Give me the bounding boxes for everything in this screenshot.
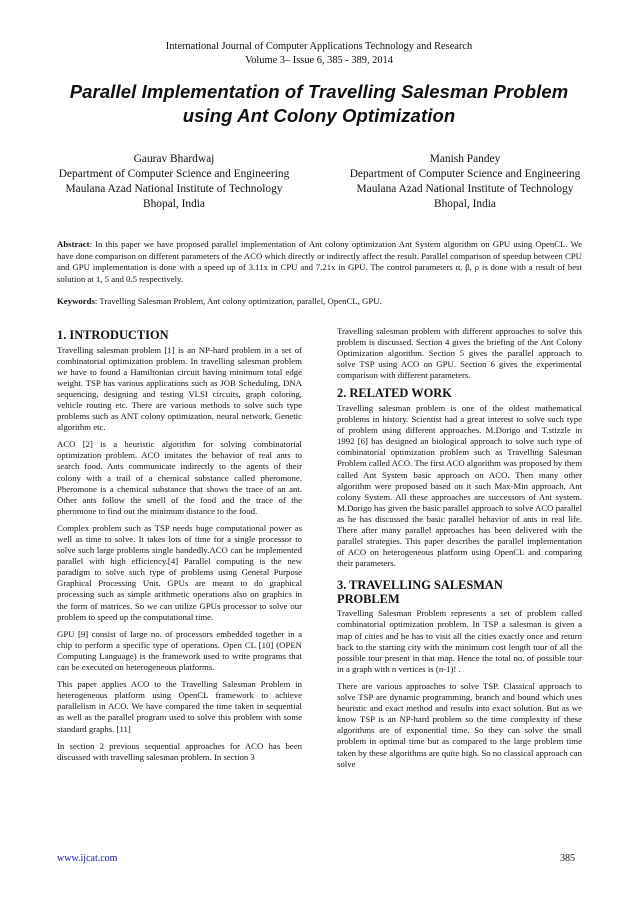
paragraph: GPU [9] consist of large no. of processors embedded together in a chip to perform a specific type of operations. Open CL [10] (OPEN Computing Language) is the framework used to write programs that can be executed on heterogeneous platforms. <box>57 628 302 673</box>
paragraph: This paper applies ACO to the Travelling Salesman Problem in heterogeneous platform using OpenCL framework to achieve parallelism in ACO. We have compared the time taken in sequential as well as the parallel program used to solve this problem with some standard graphs. [11] <box>57 679 302 734</box>
journal-name: International Journal of Computer Applications Technology and Research <box>165 41 473 52</box>
title-line-1: Parallel Implementation of Travelling Salesman Problem <box>69 81 569 102</box>
keywords-label: Keywords <box>57 296 95 306</box>
section-heading-tsp <box>337 579 582 606</box>
left-column <box>57 326 302 769</box>
page-number: 385 <box>560 853 575 864</box>
paragraph: There are various approaches to solve TSP. Classical approach to solve TSP are dynamic programming, branch and bound which uses heuristic and exact method and results into exact solution. But as we know TSP is an NP-hard problem so the time complexity of these algorithms are of exponential time. So they can solve the small problem in optimal time but as compared to the large problem time taken by these algorithms are quite high. So no classical approach can solve <box>337 680 582 769</box>
author-institution: Maulana Azad National Institute of Technology <box>356 183 574 195</box>
author-city: Bhopal, India <box>142 198 205 210</box>
section-heading-line: PROBLEM <box>337 591 400 606</box>
paragraph: Travelling salesman problem [1] is an NP-hard problem in a set of combinatorial optimization problem. In travelling salesman problem we have to found a Hamiltonian circuit having minimum total edge weight. TSP has various applications such as JOB Scheduling, DNA sequencing, designing and testing VLSI circuits, graph coloring, vehicle routing etc. There are various methods to solve such type problems such as ANT colony optimization, neural network, Genetic algorithm etc. <box>57 344 302 433</box>
paragraph: Travelling salesman problem with different approaches to solve this problem is discussed. Section 4 gives the briefing of the Ant Colony Optimization algorithm. Section 5 gives the parallel approach to solve TSP using ACO on GPU. Section 6 gives the experimental comparison with different parameters. <box>337 326 582 381</box>
author-block-1 <box>44 152 304 212</box>
abstract-text: : In this paper we have proposed parallel implementation of Ant colony optimization Ant System algorithm on GPU using OpenCL. We have done comparison on different parameters of the ACO which directly or indirectly affect the result. Parallel comparison of speedup between CPU and GPU implementation is done with a speed up of 3.11x in CPU and 7.21x in GPU. The control parameters α, β, ρ is done with a result of best solution at 1, 5 and 0.5 respectively. <box>57 239 582 284</box>
keywords <box>57 296 582 308</box>
paragraph: Complex problem such as TSP needs huge computational power as well as time to solve. It takes lots of time for a single processor to solve such large problems single handedly.ACO can be implemented parallel with high efficiency.[4] Parallel computing is the new paradigm to solve such type of problems using General Purpose Graphical Processing Unit. GPUs are meant to do graphical processing such as simple arithmetic operations also on graphics in the form of matrices. So we can utilize GPUs processor to solve our problem to speed up the computational time. <box>57 522 302 622</box>
author-institution: Maulana Azad National Institute of Technology <box>65 183 283 195</box>
section-heading-introduction: 1. INTRODUCTION <box>57 328 169 342</box>
author-department: Department of Computer Science and Engineering <box>58 168 290 180</box>
keywords-text: : Travelling Salesman Problem, Ant colony optimization, parallel, OpenCL, GPU. <box>94 296 382 306</box>
paragraph: ACO [2] is a heuristic algorithm for solving combinatorial optimization problem. ACO imitates the behavior of real ants to search food. Ants communicate indirectly to the agents of their colony with a trail of a chemical substance called pheromone. Pheromone is a chemical substance that shows the trace of an ant. Other ants follow the smell of the food and the trace of the pheromone to find out the minimum distance to the food. <box>57 439 302 516</box>
right-column <box>337 326 582 776</box>
section-heading-related-work: 2. RELATED WORK <box>337 386 452 401</box>
abstract-label: Abstract <box>57 239 90 249</box>
title-line-2: using Ant Colony Optimization <box>182 105 456 126</box>
footer-url-link[interactable]: www.ijcat.com <box>57 853 118 864</box>
abstract <box>57 239 582 285</box>
section-heading-line: 3. TRAVELLING SALESMAN <box>337 578 503 593</box>
paragraph: Travelling salesman problem is one of the oldest mathematical problems in history. Scientist had a great interest to solve such type of problem using different approaches. M.Dorigo and T.stizzle in 1992 [6] has designed an biological approach to solve such type of combinatorial optimization problem such as Travelling Salesman Problem called ACO. The first ACO algorithm was proposed by them called Ant System basic approach on ACO. Then many other algorithm were proposed based on it such Max-Min approach, Ant colony System. All these approaches are successors of Ant system. M.Dorigo has given the basic parallel approach to solve ACO parallel as he has discussed the basic parallel behavior of ants in real life. There after many parallel approaches has been delivered with the parallel strategies. This paper describes the parallel implementation of ACO on heterogeneous platform using OpenCL and comparing their parameters. <box>337 402 582 569</box>
paragraph: Travelling Salesman Problem represents a set of problem called combinatorial optimization problem. In TSP a salesman is given a map of cities and he has to visit all the cities exactly once and return back to the starting city with the minimum cost length tour of all the possible tour present in that map. Hence the total no. of possible tour in a graph with n vertices is (n-1)! . <box>337 608 582 674</box>
author-department: Department of Computer Science and Engineering <box>349 168 581 180</box>
author-name: Manish Pandey <box>429 153 501 165</box>
author-name: Gaurav Bhardwaj <box>133 153 215 165</box>
author-block-2 <box>335 152 595 212</box>
paragraph: In section 2 previous sequential approaches for ACO has been discussed with travelling salesman problem. In section 3 <box>57 740 302 762</box>
author-city: Bhopal, India <box>433 198 496 210</box>
journal-header <box>0 40 638 68</box>
paper-title <box>40 80 598 128</box>
journal-volume: Volume 3– Issue 6, 385 - 389, 2014 <box>245 55 393 66</box>
